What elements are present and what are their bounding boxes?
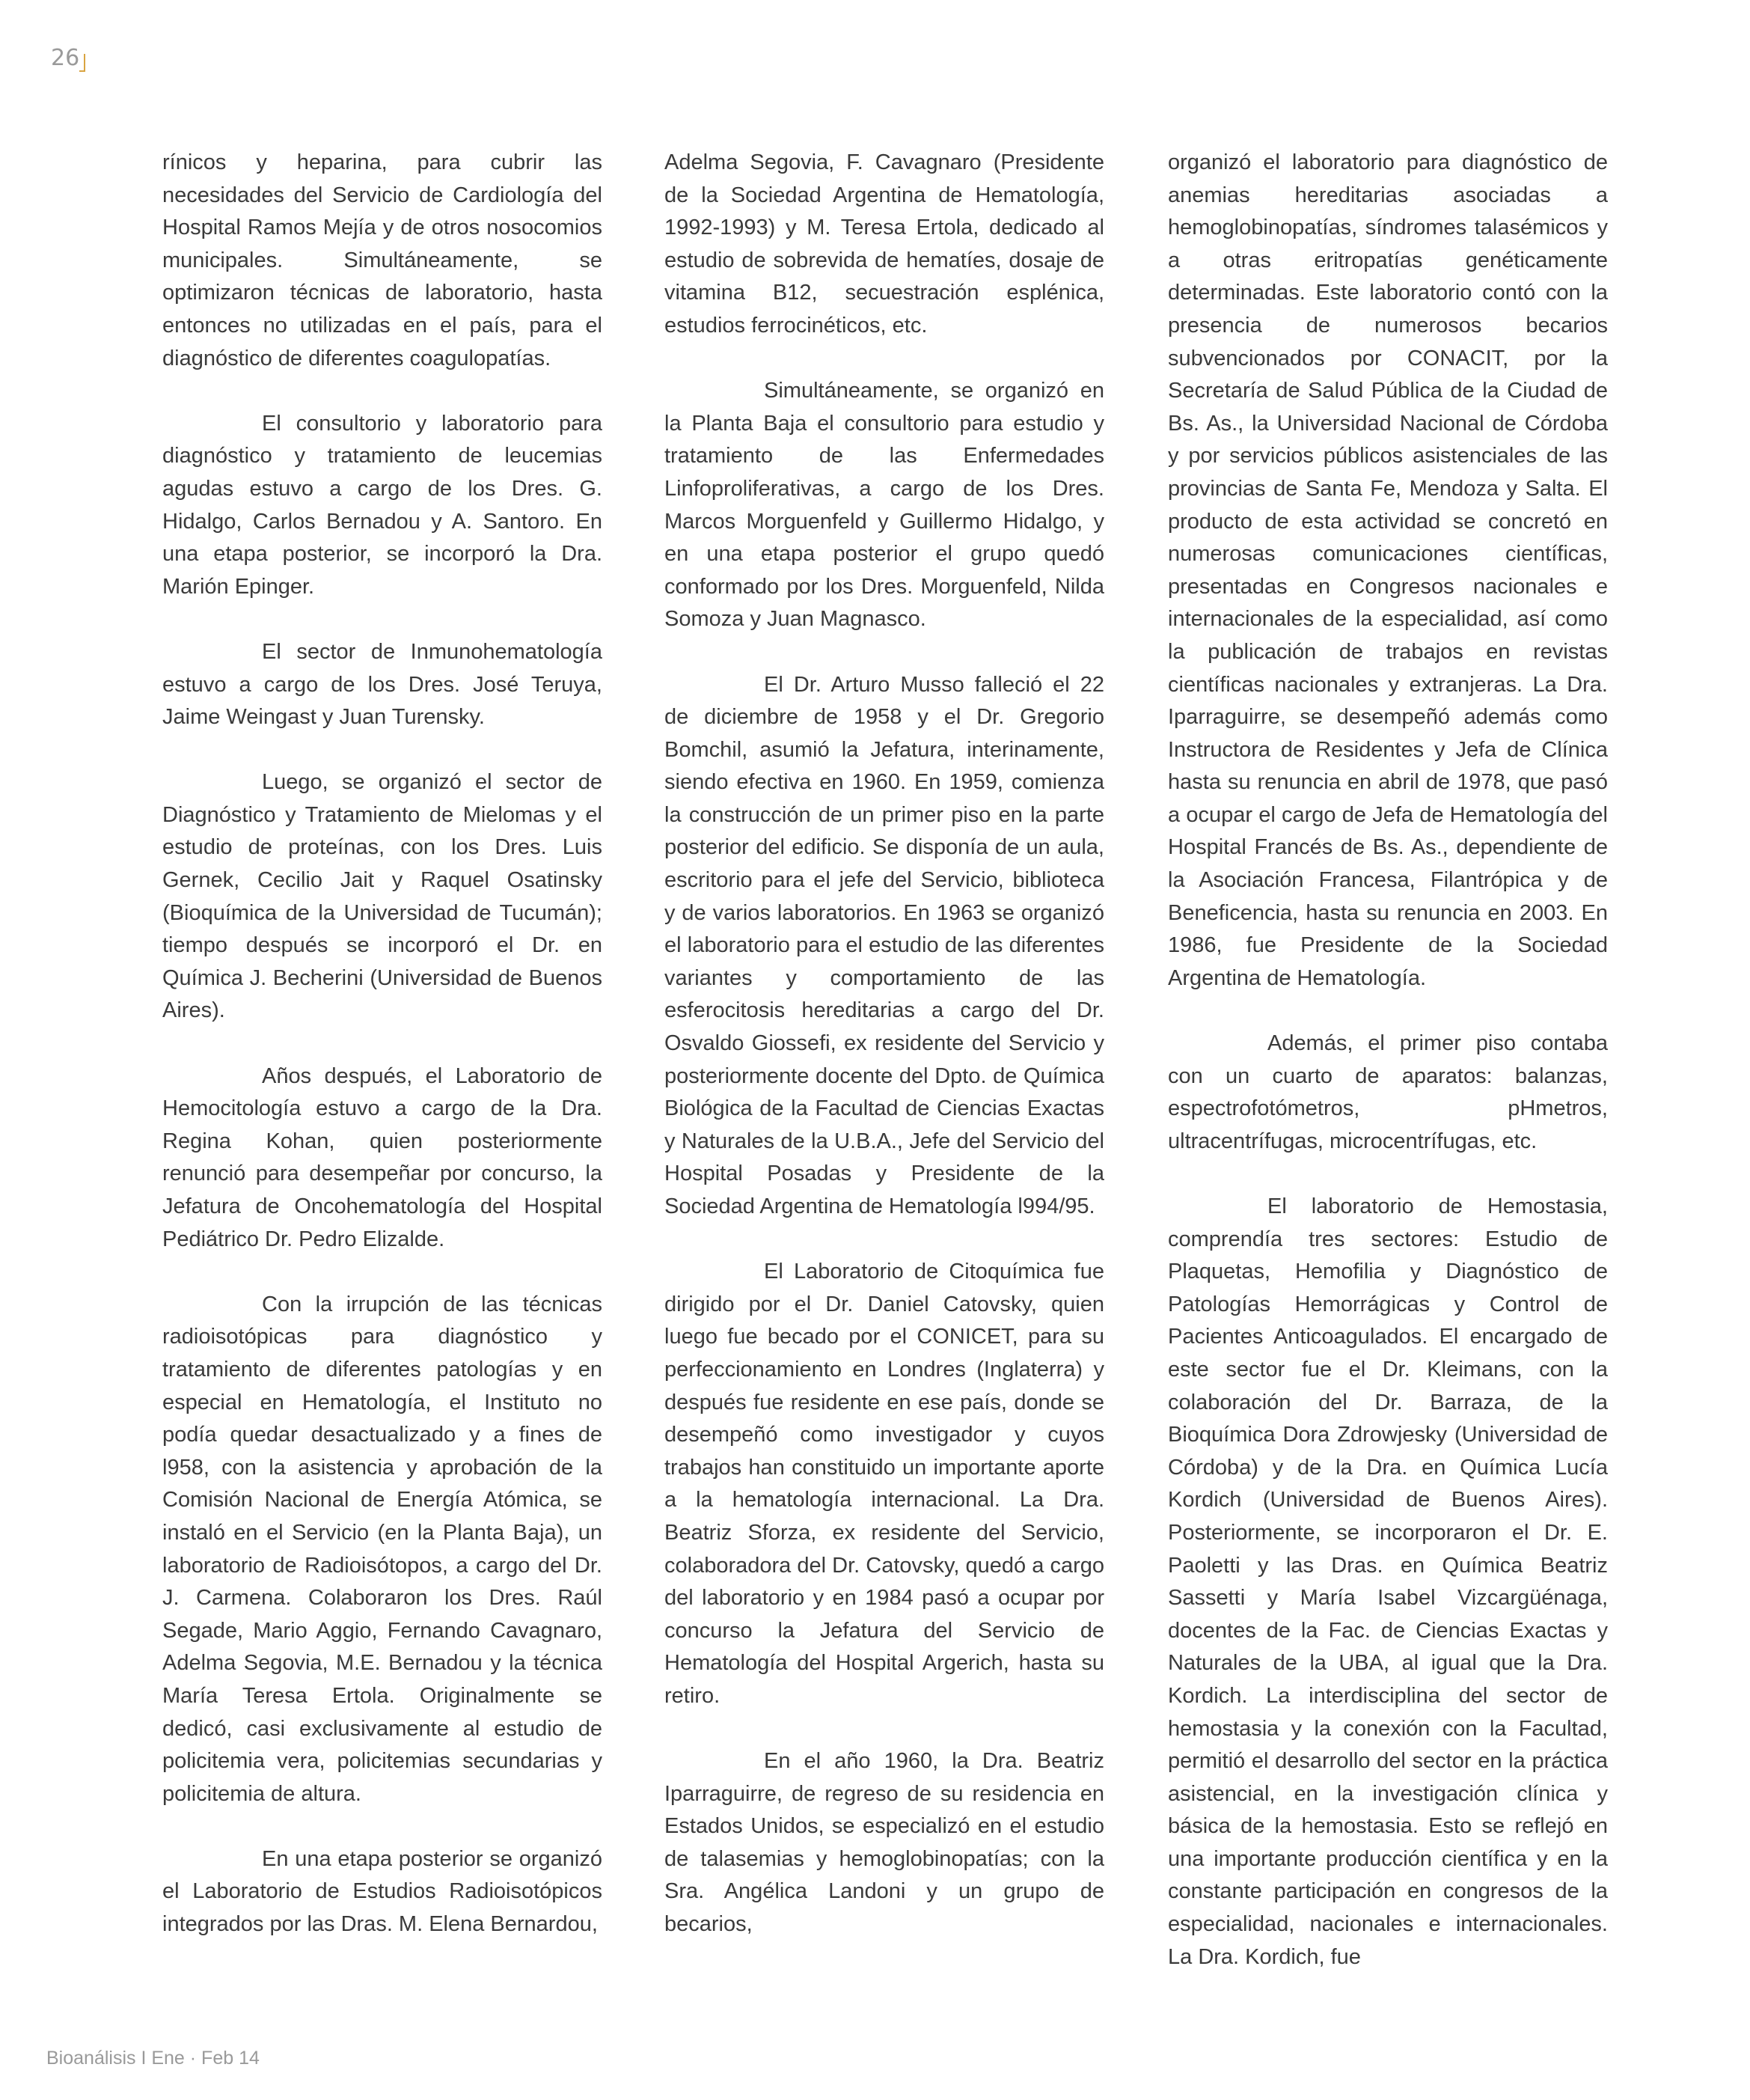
text-column-1 <box>162 147 602 1941</box>
paragraph: Años después, el Laboratorio de Hemocitología estuvo a cargo de la Dra. Regina Kohan, quien posteriormente renunció para desempeñar por concurso, la Jefatura de Oncohematología del Hospital Pediátrico Dr. Pedro Elizalde. <box>162 1063 602 1251</box>
paragraph: El Laboratorio de Citoquímica fue dirigido por el Dr. Daniel Catovsky, quien luego fue becado por el CONICET, para su perfeccionamiento en Londres (Inglaterra) y después fue residente en ese país, donde se desempeñó como investigador y cuyos trabajos han constituido un importante aporte a la hematología internacional. La Dra. Beatriz Sforza, ex residente del Servicio, colaboradora del Dr. Catovsky, quedó a cargo del laboratorio y en 1984 pasó a ocupar por concurso la Jefatura del Servicio de Hematología del Hospital Argerich, hasta su retiro. <box>664 1260 1104 1708</box>
paragraph: El sector de Inmunohematología estuvo a cargo de los Dres. José Teruya, Jaime Weingast y Juan Turensky. <box>162 639 602 730</box>
paragraph: rínicos y heparina, para cubrir las necesidades del Servicio de Cardiología del Hospital Ramos Mejía y de otros nosocomios municipales. Simultáneamente, se optimizaron técnicas de laboratorio, hasta entonces no utilizadas en el país, para el diagnóstico de diferentes coagulopatías. <box>162 150 602 370</box>
paragraph: Luego, se organizó el sector de Diagnóstico y Tratamiento de Mielomas y el estudio de proteínas, con los Dres. Luis Gernek, Cecilio Jait y Raquel Osatinsky (Bioquímica de la Universidad de Tucumán); tiempo después se incorporó el Dr. en Química J. Becherini (Universidad de Buenos Aires). <box>162 770 602 1023</box>
paragraph: Con la irrupción de las técnicas radioisotópicas para diagnóstico y tratamiento de diferentes patologías y en especial en Hematología, el Instituto no podía quedar desactualizado y a fines de l958, con la asistencia y aprobación de la Comisión Nacional de Energía Atómica, se instaló en el Servicio (en la Planta Baja), un laboratorio de Radioisótopos, a cargo del Dr. J. Carmena. Colaboraron los Dres. Raúl Segade, Mario Aggio, Fernando Cavagnaro, Adelma Segovia, M.E. Bernadou y la técnica María Teresa Ertola. Originalmente se dedicó, casi exclusivamente al estudio de policitemia vera, policitemias secundarias y policitemia de altura. <box>162 1292 602 1806</box>
paragraph: El Dr. Arturo Musso falleció el 22 de diciembre de 1958 y el Dr. Gregorio Bomchil, asumió la Jefatura, interinamente, siendo efectiva en 1960. En 1959, comienza la construcción de un primer piso en la parte posterior del edificio. Se disponía de un aula, escritorio para el jefe del Servicio, biblioteca y de varios laboratorios. En 1963 se organizó el laboratorio para el estudio de las diferentes variantes y comportamiento de las esferocitosis hereditarias a cargo del Dr. Osvaldo Giossefi, ex residente del Servicio y posteriormente docente del Dpto. de Química Biológica de la Facultad de Ciencias Exactas y Naturales de la U.B.A., Jefe del Servicio del Hospital Posadas y Presidente de la Sociedad Argentina de Hematología l994/95. <box>664 672 1104 1218</box>
paragraph: organizó el laboratorio para diagnóstico de anemias hereditarias asociadas a hemoglobinopatías, síndromes talasémicos y a otras eritropatías genéticamente determinadas. Este laboratorio contó con la presencia de numerosos becarios subvencionados por CONACIT, por la Secretaría de Salud Pública de la Ciudad de Bs. As., la Universidad Nacional de Córdoba y por servicios públicos asistenciales de las provincias de Santa Fe, Mendoza y Salta. El producto de esta actividad se concretó en numerosas comunicaciones científicas, presentadas en Congresos nacionales e internacionales de la especialidad, así como la publicación de trabajos en revistas científicas nacionales y extranjeras. La Dra. Iparraguirre, se desempeñó además como Instructora de Residentes y Jefa de Clínica hasta su renuncia en abril de 1978, que pasó a ocupar el cargo de Jefa de Hematología del Hospital Francés de Bs. As., dependiente de la Asociación Francesa, Filantrópica y de Beneficencia, hasta su renuncia en 2003. En 1986, fue Presidente de la Sociedad Argentina de Hematología. <box>1168 150 1608 990</box>
paragraph: El consultorio y laboratorio para diagnóstico y tratamiento de leucemias agudas estuvo a cargo de los Dres. G. Hidalgo, Carlos Bernadou y A. Santoro. En una etapa posterior, se incorporó la Dra. Marión Epinger. <box>162 411 602 599</box>
page-footer: Bioanálisis I Ene · Feb 14 <box>46 2048 260 2069</box>
paragraph: El laboratorio de Hemostasia, comprendía tres sectores: Estudio de Plaquetas, Hemofilia y Diagnóstico de Patologías Hemorrágicas y Control de Pacientes Anticoagulados. El encargado de este sector fue el Dr. Kleimans, con la colaboración del Dr. Barraza, de la Bioquímica Dora Zdrowjesky (Universidad de Córdoba) y de la Dra. en Química Lucía Kordich (Universidad de Buenos Aires). Posteriormente, se incorporaron el Dr. E. Paoletti y las Dras. en Química Beatriz Sassetti y María Isabel Vizcargüénaga, docentes de la Fac. de Ciencias Exactas y Naturales de la UBA, al igual que la Dra. Kordich. La interdisciplina del sector de hemostasia y la conexión con la Facultad, permitió el desarrollo del sector en la práctica asistencial, en la investigación clínica y básica de la hemostasia. Esto se reflejó en una importante producción científica y en la constante participación en congresos de la especialidad, nacionales e internacionales. La Dra. Kordich, fue <box>1168 1194 1608 1969</box>
text-column-3 <box>1168 147 1608 1974</box>
paragraph: Además, el primer piso contaba con un cuarto de aparatos: balanzas, espectrofotómetros, pHmetros, ultracentrífugas, microcentrífugas, etc. <box>1168 1031 1608 1153</box>
page-number-corner-mark <box>79 54 85 72</box>
paragraph: Simultáneamente, se organizó en la Planta Baja el consultorio para estudio y tratamiento de las Enfermedades Linfoproliferativas, a cargo de los Dres. Marcos Morguenfeld y Guillermo Hidalgo, y en una etapa posterior el grupo quedó conformado por los Dres. Morguenfeld, Nilda Somoza y Juan Magnasco. <box>664 379 1104 632</box>
paragraph: En el año 1960, la Dra. Beatriz Iparraguirre, de regreso de su residencia en Estados Unidos, se especializó en el estudio de talasemias y hemoglobinopatías; con la Sra. Angélica Landoni y un grupo de becarios, <box>664 1749 1104 1937</box>
page-number: 26 <box>51 45 80 71</box>
paragraph: En una etapa posterior se organizó el Laboratorio de Estudios Radioisotópicos integrados por las Dras. M. Elena Bernardou, <box>162 1846 602 1937</box>
paragraph: Adelma Segovia, F. Cavagnaro (Presidente de la Sociedad Argentina de Hematología, 1992-1993) y M. Teresa Ertola, dedicado al estudio de sobrevida de hematíes, dosaje de vitamina B12, secuestración esplénica, estudios ferrocinéticos, etc. <box>664 150 1104 338</box>
text-column-2 <box>664 147 1104 1941</box>
